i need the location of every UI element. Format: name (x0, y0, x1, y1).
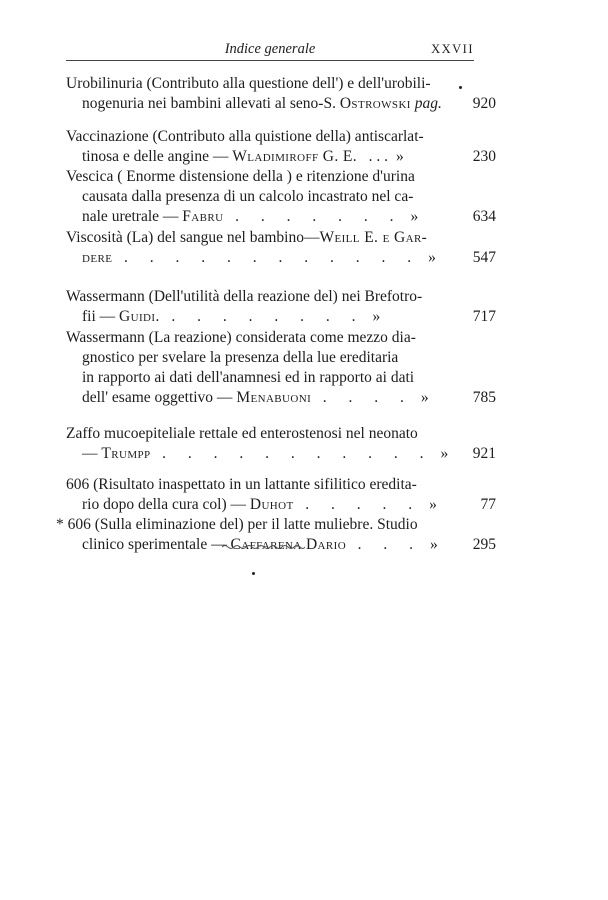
entry-line (66, 247, 496, 268)
entry-line: Vaccinazione (Contributo alla quistione della) antiscarlat- (66, 128, 424, 145)
pag-label: pag. (414, 95, 442, 112)
entry-author: Trumpp (101, 445, 151, 462)
entry-page-number: 547 (467, 247, 496, 268)
entry-line (66, 443, 496, 464)
entry-line (66, 227, 480, 248)
entry-line: Urobilinuria (Contributo alla questione dell') e dell'urobili- (66, 75, 431, 92)
header-page-number: XXVII (431, 42, 474, 56)
leader-arrow: » (410, 208, 419, 225)
dot-leader: . . . . . . . . . . . (162, 445, 433, 462)
entry-page-number: 717 (467, 306, 496, 327)
leader-arrow: » (396, 148, 404, 165)
entry-text: tinosa e delle angine — (82, 148, 233, 165)
entry-line: in rapporto ai dati dell'anamnesi ed in rapporto ai dati (82, 369, 415, 386)
entry-text: nogenuria nei bambini allevati al seno-S. (82, 95, 340, 112)
entry-author: Ostrowski (339, 95, 411, 112)
entry-author: Wladimiroff G. E. (232, 148, 358, 165)
entry-author: Caffarena Dario (230, 536, 347, 553)
entry-text: clinico sperimentale — (82, 536, 231, 553)
leader-arrow: » (428, 249, 436, 266)
entry-author: Guidi. (119, 308, 160, 325)
ink-speck (459, 86, 462, 89)
entry-text: rio dopo della cura col) — (82, 496, 250, 513)
ink-speck (252, 572, 255, 575)
entry-page-number: 921 (467, 443, 496, 464)
entry-author: Menabuoni (236, 389, 312, 406)
entry-line: * 606 (Sulla eliminazione del) per il latte muliebre. Studio (56, 516, 418, 533)
running-header (66, 40, 474, 61)
entry-page-number: 785 (467, 387, 496, 408)
entry-page-number: 920 (467, 93, 496, 114)
entry-author: Duhot (249, 496, 294, 513)
entry-author: dere (82, 249, 113, 266)
header-title: Indice generale (224, 41, 316, 57)
entry-line (66, 206, 496, 227)
entry-author: Weill E. e Gar- (319, 229, 428, 246)
entry-text: nale uretrale — (82, 208, 183, 225)
entry-line: gnostico per svelare la presenza della lue ereditaria (82, 349, 399, 366)
entry-line: causata dalla presenza di un calcolo incastrato nel ca- (82, 188, 414, 205)
dot-leader: . . . . . . . . (171, 308, 365, 325)
dot-leader: . . . . . . . . . . . . (123, 249, 421, 266)
entry-line: 606 (Risultato inaspettato in un lattante sifilitico eredita- (66, 476, 417, 493)
entry-page-number: 634 (467, 206, 496, 227)
entry-line: Wassermann (Dell'utilità della reazione del) nei Brefotro- (66, 288, 423, 305)
entry-line (66, 387, 496, 408)
entry-text: — (82, 445, 102, 462)
leader-arrow: » (430, 536, 438, 553)
dot-leader: . . . . . . . (235, 208, 403, 225)
entry-line (66, 93, 496, 114)
dot-leader: . . . . . (305, 496, 422, 513)
dot-leader: . . . (368, 148, 389, 165)
entry-page-number: 77 (475, 494, 497, 515)
entry-page-number: 230 (467, 146, 496, 167)
leader-arrow: » (429, 496, 437, 513)
entry-author: Fabru (182, 208, 224, 225)
entry-page-number: 295 (467, 534, 496, 555)
entry-text: fii — (82, 308, 120, 325)
entry-text: dell' esame oggettivo — (82, 389, 237, 406)
entry-line: Vescica ( Enorme distensione della ) e ritenzione d'urina (66, 168, 415, 185)
entry-line: Zaffo mucoepiteliale rettale ed enterostenosi nel neonato (66, 425, 418, 442)
end-ornament (222, 543, 305, 551)
entry-line (66, 306, 496, 327)
leader-arrow: » (440, 445, 449, 462)
dot-leader: . . . . (322, 389, 413, 406)
leader-arrow: » (372, 308, 381, 325)
entry-line: Wassermann (La reazione) considerata come mezzo dia- (66, 329, 416, 346)
leader-arrow: » (420, 389, 429, 406)
dot-leader: . . . (357, 536, 423, 553)
entry-line (66, 146, 496, 167)
entry-text: Viscosità (La) del sangue nel bambino— (66, 229, 320, 246)
entry-line (66, 494, 496, 515)
